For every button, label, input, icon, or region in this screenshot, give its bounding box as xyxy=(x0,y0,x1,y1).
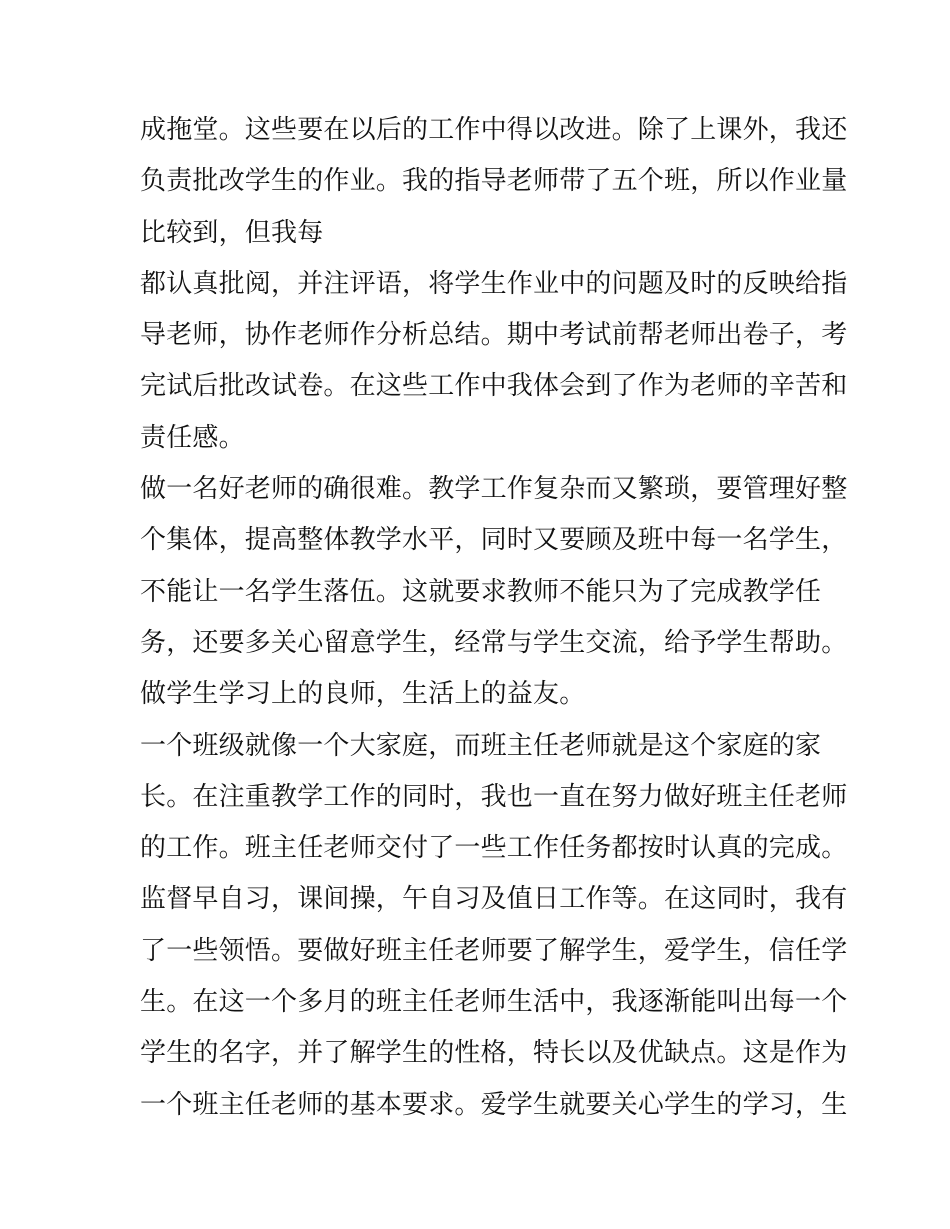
text-line: 做一名好老师的确很难。教学工作复杂而又繁琐，要管理好整 xyxy=(140,474,848,505)
text-line: 务，还要多关心留意学生，经常与学生交流，给予学生帮助。 xyxy=(140,627,848,658)
text-line: 都认真批阅，并注评语，将学生作业中的问题及时的反映给指 xyxy=(140,268,848,299)
text-line: 完试后批改试卷。在这些工作中我体会到了作为老师的辛苦和 xyxy=(140,371,848,402)
text-line: 学生的名字，并了解学生的性格，特长以及优缺点。这是作为 xyxy=(140,1038,848,1069)
text-line: 成拖堂。这些要在以后的工作中得以改进。除了上课外，我还 xyxy=(140,115,848,145)
text-line: 监督早自习，课间操，午自习及值日工作等。在这同时，我有 xyxy=(140,884,848,915)
text-line: 个集体，提高整体教学水平，同时又要顾及班中每一名学生， xyxy=(140,525,848,556)
text-line: 生。在这一个多月的班主任老师生活中，我逐渐能叫出每一个 xyxy=(140,987,848,1018)
text-line: 做学生学习上的良师，生活上的益友。 xyxy=(140,679,586,710)
text-line: 不能让一名学生落伍。这就要求教师不能只为了完成教学任 xyxy=(140,576,822,607)
text-line: 了一些领悟。要做好班主任老师要了解学生，爱学生，信任学 xyxy=(140,935,848,966)
text-line: 负责批改学生的作业。我的指导老师带了五个班，所以作业量 xyxy=(140,166,848,197)
body-text xyxy=(140,105,848,1131)
text-line: 一个班级就像一个大家庭，而班主任老师就是这个家庭的家 xyxy=(140,730,822,761)
text-line: 责任感。 xyxy=(140,422,245,453)
text-line: 一个班主任老师的基本要求。爱学生就要关心学生的学习，生 xyxy=(140,1089,848,1120)
text-line: 导老师，协作老师作分析总结。期中考试前帮老师出卷子，考 xyxy=(140,320,848,351)
text-line: 比较到，但我每 xyxy=(140,217,324,248)
text-line: 的工作。班主任老师交付了一些工作任务都按时认真的完成。 xyxy=(140,833,848,864)
text-line: 长。在注重教学工作的同时，我也一直在努力做好班主任老师 xyxy=(140,781,848,812)
